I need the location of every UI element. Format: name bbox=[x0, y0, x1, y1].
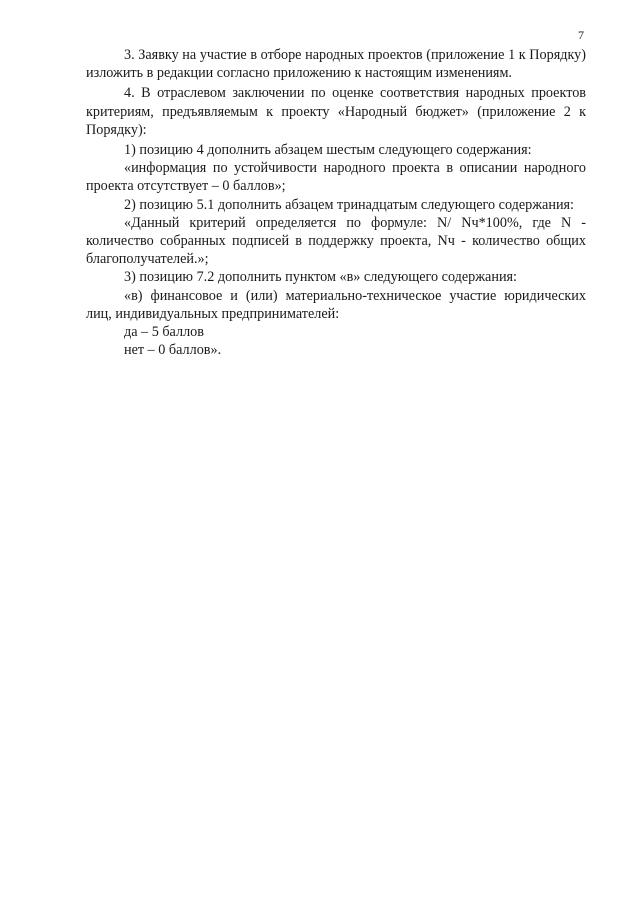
paragraph-4: 4. В отраслевом заключении по оценке соответствия народных проектов критериям, предъявляемым к проекту «Народный бюджет» (приложение 2 к Порядку): bbox=[86, 85, 586, 138]
page-number: 7 bbox=[578, 28, 584, 42]
score-yes: да – 5 баллов bbox=[124, 324, 204, 341]
paragraph-3: 3. Заявку на участие в отборе народных проектов (приложение 1 к Порядку) изложить в редакции согласно приложению к настоящим изменениям. bbox=[86, 47, 586, 82]
document-body bbox=[86, 46, 586, 359]
subitem-1-quote: «информация по устойчивости народного проекта в описании народного проекта отсутствует – 0 баллов»; bbox=[86, 160, 586, 195]
subitem-2: 2) позицию 5.1 дополнить абзацем тринадцатым следующего содержания: bbox=[124, 196, 575, 213]
subitem-3-quote: «в) финансовое и (или) материально-техническое участие юридических лиц, индивидуальных предпринимателей: bbox=[86, 287, 586, 322]
subitem-2-quote: «Данный критерий определяется по формуле: N/ Nч*100%, где N - количество собранных подписей в поддержку проекта, Nч - количество общих благополучателей.»; bbox=[86, 214, 586, 268]
subitem-3: 3) позицию 7.2 дополнить пунктом «в» следующего содержания: bbox=[124, 269, 518, 286]
subitem-1: 1) позицию 4 дополнить абзацем шестым следующего содержания: bbox=[124, 142, 532, 159]
score-no: нет – 0 баллов». bbox=[124, 342, 222, 359]
